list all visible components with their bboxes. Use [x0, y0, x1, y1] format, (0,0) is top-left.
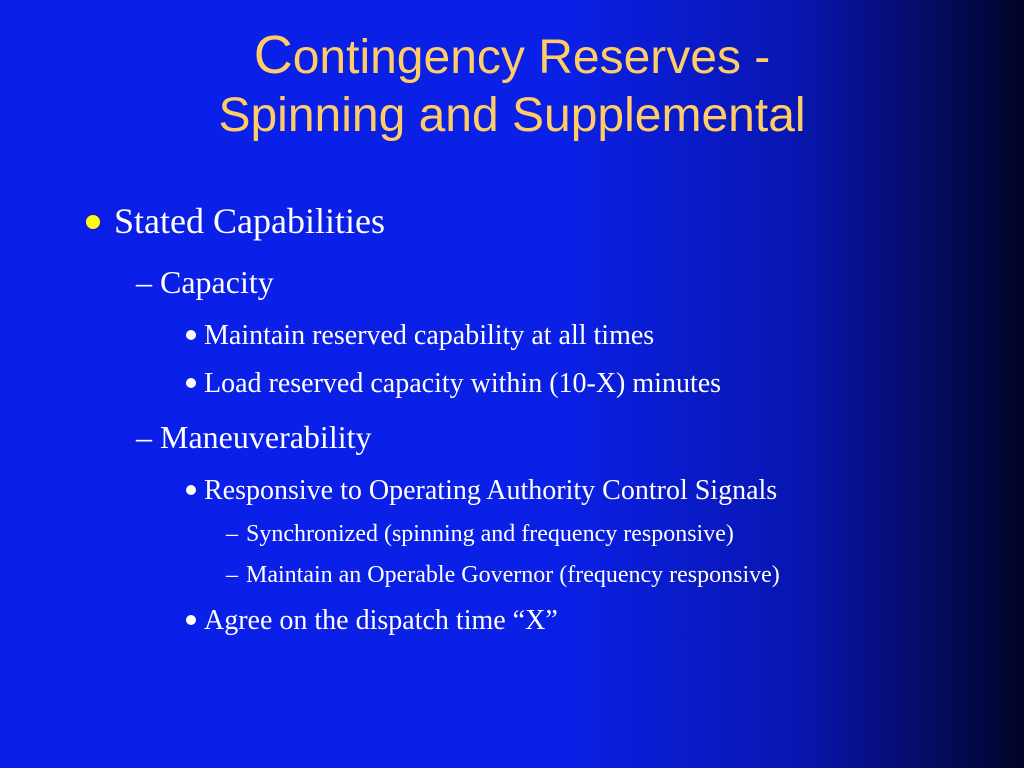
title-line-2: Spinning and Supplemental	[218, 89, 806, 142]
sub-bullet-capacity	[136, 264, 274, 301]
bullet-text: Synchronized (spinning and frequency responsive)	[246, 521, 734, 547]
bullet-dot-icon	[86, 215, 100, 229]
sub-sub-bullet-load	[186, 368, 721, 400]
bullet-dot-icon	[186, 615, 196, 625]
bullet-text: Stated Capabilities	[114, 201, 385, 241]
sub-sub-bullet-agree	[186, 605, 558, 637]
bullet-dot-icon	[186, 330, 196, 340]
title-initial: C	[253, 25, 293, 85]
bullet-text: Capacity	[160, 264, 274, 300]
dash-icon: –	[136, 419, 152, 455]
level4-bullet-governor	[226, 562, 780, 589]
sub-sub-bullet-responsive	[186, 475, 777, 507]
bullet-text: Maintain reserved capability at all times	[204, 320, 655, 351]
title-line-1-text: ontingency Reserves -	[292, 31, 771, 84]
bullet-dot-icon	[186, 485, 196, 495]
dash-icon: –	[226, 562, 238, 588]
slide-title	[0, 26, 1024, 145]
bullet-dot-icon	[186, 378, 196, 388]
sub-bullet-maneuverability	[136, 419, 371, 456]
title-line-1	[0, 26, 1024, 87]
bullet-text: Maneuverability	[160, 419, 372, 455]
bullet-text: Agree on the dispatch time “X”	[204, 605, 558, 636]
bullet-stated-capabilities	[86, 200, 385, 242]
bullet-text: Load reserved capacity within (10-X) minutes	[204, 368, 722, 399]
level4-bullet-synchronized	[226, 521, 734, 548]
bullet-text: Maintain an Operable Governor (frequency responsive)	[246, 562, 780, 588]
dash-icon: –	[226, 521, 238, 547]
sub-sub-bullet-maintain	[186, 320, 654, 352]
dash-icon: –	[136, 264, 152, 300]
bullet-text: Responsive to Operating Authority Control Signals	[204, 475, 778, 506]
